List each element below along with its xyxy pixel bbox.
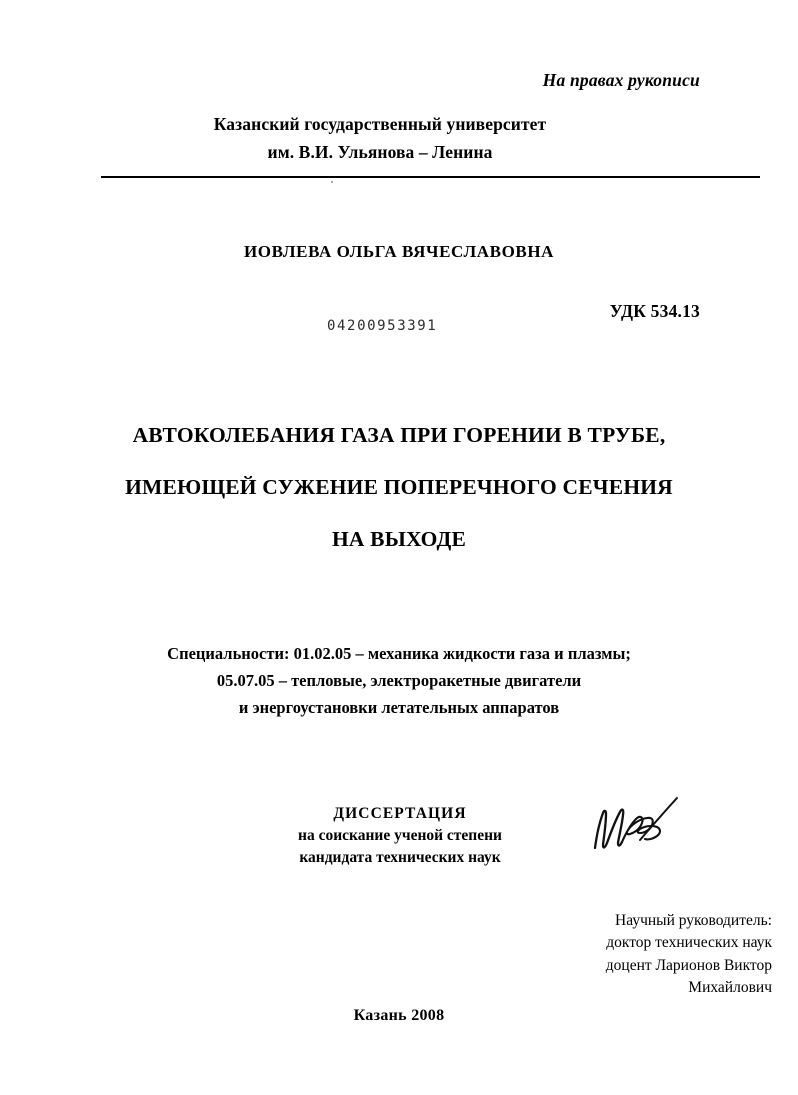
page-title bbox=[0, 409, 798, 565]
degree-line-1: на соискание ученой степени bbox=[298, 827, 502, 844]
degree-block bbox=[235, 803, 565, 869]
specialties-block bbox=[0, 641, 798, 722]
university-block bbox=[100, 110, 660, 167]
specialty-line-3: и энергоустановки летательных аппаратов bbox=[238, 697, 560, 717]
udk-code: УДК 534.13 bbox=[609, 301, 700, 321]
supervisor-line-3: Михайлович bbox=[688, 978, 772, 996]
title-line-1: АВТОКОЛЕБАНИЯ ГАЗА ПРИ ГОРЕНИИ В ТРУБЕ, bbox=[132, 423, 666, 447]
manuscript-note: На правах рукописи bbox=[542, 70, 700, 90]
author-name: ИОВЛЕВА ОЛЬГА ВЯЧЕСЛАВОВНА bbox=[243, 242, 555, 261]
supervisor-label: Научный руководитель: bbox=[615, 912, 772, 929]
specialty-line-2: 05.07.05 – тепловые, электроракетные двигатели bbox=[216, 670, 582, 690]
university-name-line-2: им. В.И. Ульянова – Ленина bbox=[267, 142, 493, 163]
place-and-year: Казань 2008 bbox=[353, 1007, 445, 1024]
title-line-2: ИМЕЮЩЕЙ СУЖЕНИЕ ПОПЕРЕЧНОГО СЕЧЕНИЯ bbox=[125, 475, 673, 500]
title-line-3: НА ВЫХОДЕ bbox=[331, 527, 467, 552]
supervisor-block bbox=[470, 910, 772, 999]
specialty-line-1: Специальности: 01.02.05 – механика жидкости газа и плазмы; bbox=[167, 644, 631, 663]
catalog-number-stamp: 04200953391 bbox=[327, 318, 438, 334]
degree-heading: ДИССЕРТАЦИЯ bbox=[333, 805, 467, 822]
handwritten-signature bbox=[578, 786, 696, 858]
scan-artifact-dot bbox=[331, 181, 333, 183]
supervisor-line-2: доцент Ларионов Виктор bbox=[605, 956, 772, 974]
degree-line-2: кандидата технических наук bbox=[299, 849, 501, 866]
supervisor-line-1: доктор технических наук bbox=[606, 934, 772, 952]
university-name-line-1: Казанский государственный университет bbox=[213, 114, 547, 134]
header-divider-rule bbox=[101, 176, 760, 178]
